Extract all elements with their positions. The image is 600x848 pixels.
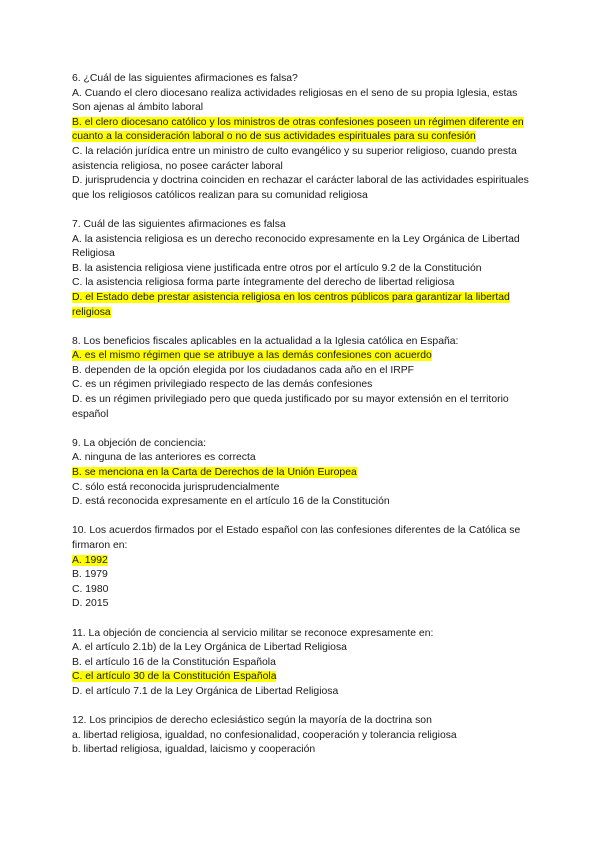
answer-text: A. ninguna de las anteriores es correcta xyxy=(72,452,256,464)
answer-option xyxy=(72,451,532,466)
question-title: 9. La objeción de conciencia: xyxy=(72,437,207,449)
answer-text: C. 1980 xyxy=(72,583,109,595)
answer-option xyxy=(72,597,532,612)
answer-text: B. el artículo 16 de la Constitución Española xyxy=(72,656,276,668)
answer-option xyxy=(72,685,532,700)
answer-text: C. la asistencia religiosa forma parte íntegramente del derecho de libertad religiosa xyxy=(72,277,455,289)
highlighted-answer-text: C. el artículo 30 de la Constitución Española xyxy=(72,671,277,683)
answer-text: B. dependen de la opción elegida por los ciudadanos cada año en el IRPF xyxy=(72,364,414,376)
answer-option xyxy=(72,568,532,583)
highlighted-answer-text: D. el Estado debe prestar asistencia religiosa en los centros públicos para garantizar la libertad religiosa xyxy=(72,291,510,318)
answer-option xyxy=(72,729,532,744)
question-title: 11. La objeción de conciencia al servicio militar se reconoce expresamente en: xyxy=(72,627,434,639)
question-title: 10. Los acuerdos firmados por el Estado español con las confesiones diferentes de la Católica se firmaron en: xyxy=(72,525,521,551)
answer-text: b. libertad religiosa, igualdad, laicismo y cooperación xyxy=(72,744,316,756)
answer-option xyxy=(72,378,532,393)
answer-option xyxy=(72,233,532,262)
answer-text: D. jurisprudencia y doctrina coinciden en rechazar el carácter laboral de las actividades espirituales que los religiosos católicos realizan para su comunidad religiosa xyxy=(72,175,529,201)
highlighted-answer-text: A. 1992 xyxy=(72,554,108,566)
document-page xyxy=(72,72,532,773)
answer-option xyxy=(72,145,532,174)
answer-option xyxy=(72,481,532,496)
question-block xyxy=(72,72,532,203)
question-block xyxy=(72,714,532,758)
question-title: 8. Los beneficios fiscales aplicables en la actualidad a la Iglesia católica en España: xyxy=(72,335,459,347)
answer-text: C. es un régimen privilegiado respecto de las demás confesiones xyxy=(72,379,373,391)
answer-option xyxy=(72,116,532,145)
question-block xyxy=(72,218,532,320)
question-title: 6. ¿Cuál de las siguientes afirmaciones es falsa? xyxy=(72,73,298,84)
answer-option xyxy=(72,554,532,569)
question-block xyxy=(72,335,532,423)
answer-option xyxy=(72,466,532,481)
answer-text: a. libertad religiosa, igualdad, no confesionalidad, cooperación y tolerancia religiosa xyxy=(72,729,457,741)
answer-option xyxy=(72,87,532,116)
answer-option xyxy=(72,262,532,277)
question-block xyxy=(72,627,532,700)
question-block xyxy=(72,524,532,612)
answer-option xyxy=(72,670,532,685)
answer-text: C. sólo está reconocida jurisprudencialmente xyxy=(72,481,280,493)
answer-text: D. está reconocida expresamente en el artículo 16 de la Constitución xyxy=(72,496,390,508)
answer-option xyxy=(72,349,532,364)
answer-text: D. el artículo 7.1 de la Ley Orgánica de Libertad Religiosa xyxy=(72,685,339,697)
answer-option xyxy=(72,743,532,758)
answer-text: D. 2015 xyxy=(72,598,109,610)
answer-option xyxy=(72,641,532,656)
highlighted-answer-text: A. es el mismo régimen que se atribuye a las demás confesiones con acuerdo xyxy=(72,350,432,362)
highlighted-answer-text: B. se menciona en la Carta de Derechos de la Unión Europea xyxy=(72,467,357,479)
answer-option xyxy=(72,393,532,422)
answer-option xyxy=(72,174,532,203)
answer-text: D. es un régimen privilegiado pero que queda justificado por su mayor extensión en el territorio español xyxy=(72,394,509,420)
answer-option xyxy=(72,276,532,291)
answer-text: C. la relación jurídica entre un ministro de culto evangélico y su superior religioso, cuando presta asistencia religiosa, no posee carácter laboral xyxy=(72,145,517,172)
answer-text: A. el artículo 2.1b) de la Ley Orgánica de Libertad Religiosa xyxy=(72,642,347,654)
question-title: 7. Cuál de las siguientes afirmaciones es falsa xyxy=(72,218,286,230)
answer-option xyxy=(72,583,532,598)
answer-text: A. Cuando el clero diocesano realiza actividades religiosas en el seno de su propia Iglesia, estas Son ajenas al ámbito laboral xyxy=(72,87,518,114)
answer-option xyxy=(72,291,532,320)
answer-text: B. 1979 xyxy=(72,569,108,581)
highlighted-answer-text: B. el clero diocesano católico y los ministros de otras confesiones poseen un régimen diferente en cuanto a la consideración laboral o no de sus actividades espirituales para su confesión xyxy=(72,116,524,143)
question-title: 12. Los principios de derecho eclesiástico según la mayoría de la doctrina son xyxy=(72,715,432,727)
question-block xyxy=(72,437,532,510)
answer-text: B. la asistencia religiosa viene justificada entre otros por el artículo 9.2 de la Constitución xyxy=(72,262,482,274)
answer-option xyxy=(72,656,532,671)
answer-text: A. la asistencia religiosa es un derecho reconocido expresamente en la Ley Orgánica de Libertad Religiosa xyxy=(72,233,520,260)
answer-option xyxy=(72,495,532,510)
answer-option xyxy=(72,364,532,379)
